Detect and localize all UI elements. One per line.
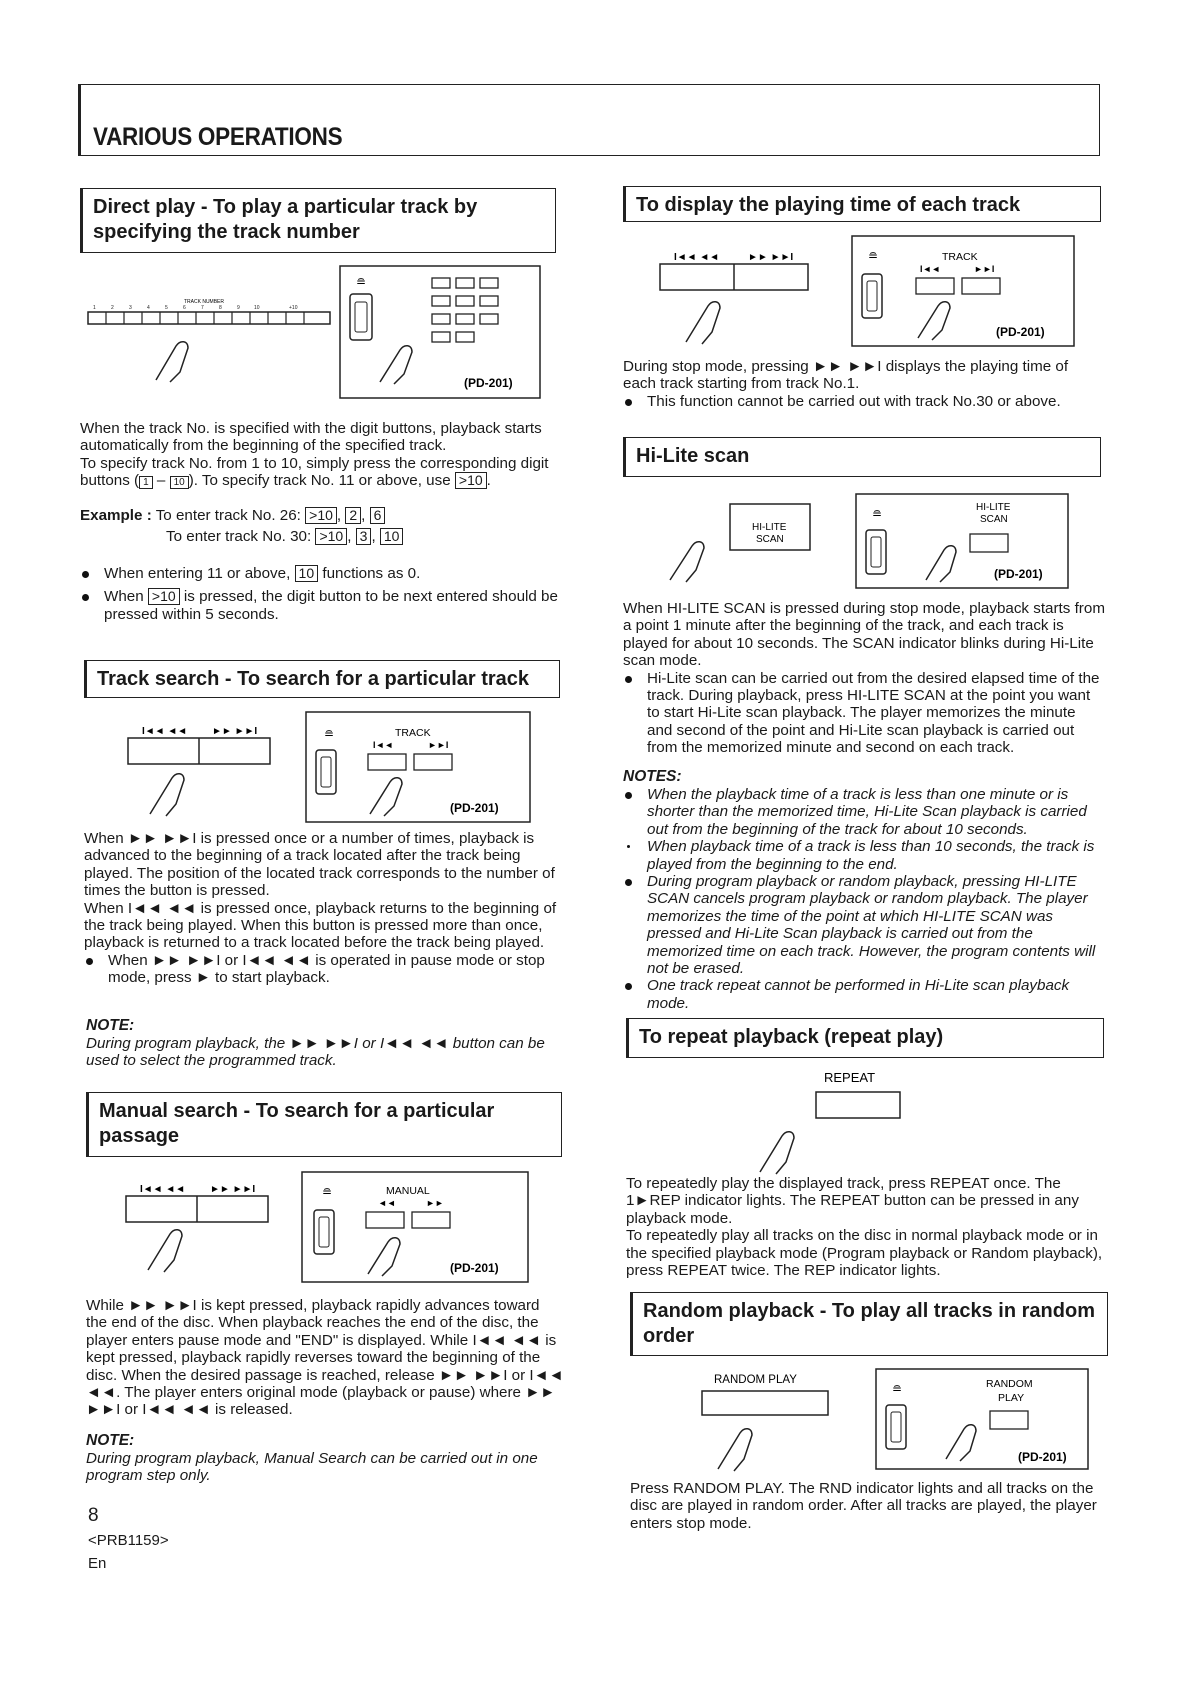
svg-text:9: 9 [237,305,240,311]
direct-play-text [80,420,560,490]
remote-pd201 [306,712,530,822]
svg-text:I◄◄ ◄◄: I◄◄ ◄◄ [142,726,188,737]
svg-text:REPEAT: REPEAT [824,1070,876,1085]
svg-text:I◄◄ ◄◄: I◄◄ ◄◄ [674,252,720,263]
note-item: When playback time of a track is less than 10 seconds, the track is played from the beginning to the end. [623,838,1105,873]
finger-icon [148,1230,182,1272]
svg-text:+10: +10 [289,305,298,311]
bullet: Hi-Lite scan can be carried out from the desired elapsed time of the track. During playback, press HI-LITE SCAN at the point you want to start Hi-Lite scan playback. The player memorizes the minute and second of the point and Hi-Lite scan playback is carried out from the memorized minute and second on each track. [623,670,1105,757]
direct-play-bullets [80,565,560,623]
bullet: When ►► ►►I or I◄◄ ◄◄ is operated in pause mode or stop mode, press ► to start playback. [84,952,562,987]
finger-icon [686,302,720,344]
svg-text:►►I: ►►I [428,740,449,750]
svg-text:RANDOM: RANDOM [986,1378,1033,1390]
svg-text:SCAN: SCAN [980,514,1008,525]
repeat-play-text [626,1175,1106,1279]
track-search-note: NOTE: During program playback, the ►► ►►I or I◄◄ ◄◄ button can be used to select the programmed track. [86,1017,545,1070]
svg-text:1: 1 [93,305,96,311]
svg-text:TRACK NUMBER: TRACK NUMBER [184,299,225,305]
display-time-illustration [656,230,1086,355]
manual-search-illustration [118,1170,538,1290]
svg-text:6: 6 [183,305,186,311]
svg-text:(PD-201): (PD-201) [450,1261,499,1275]
svg-text:►► ►►I: ►► ►►I [210,1184,256,1195]
random-play-title: Random playback - To play all tracks in random order [630,1292,1108,1356]
paragraph: When ►► ►►I is pressed once or a number of times, playback is advanced to the beginning of a track located after the track being played. The position of the located track corresponds to the number of times the button is pressed. [84,830,555,900]
svg-text:►►I: ►►I [974,264,995,274]
remote-pd201 [856,494,1068,588]
paragraph: To repeatedly play the displayed track, press REPEAT once. The 1►REP indicator lights. The REPEAT button can be pressed in any playback mode. [626,1175,1079,1227]
svg-text:I◄◄: I◄◄ [373,740,394,750]
random-play-illustration [690,1365,1100,1480]
track-number-strip [88,299,330,324]
track-search-title: Track search - To search for a particular track [84,660,560,698]
svg-text:I◄◄ ◄◄: I◄◄ ◄◄ [140,1184,186,1195]
paragraph: To specify track No. from 1 to 10, simply press the corresponding digit buttons ( 1 – 10 ). To specify track No. 11 or above, use >10 . [80,454,549,490]
svg-text:3: 3 [129,305,132,311]
svg-text:HI-LITE: HI-LITE [752,522,787,533]
svg-text:≘: ≘ [324,727,335,741]
paragraph: During stop mode, pressing ►► ►►I displays the playing time of each track starting from track No.1. [623,358,1069,393]
svg-text:MANUAL: MANUAL [386,1185,430,1197]
manual-search-text [86,1297,564,1419]
svg-text:≘: ≘ [868,249,879,263]
svg-text:(PD-201): (PD-201) [996,325,1045,339]
svg-text:10: 10 [254,305,260,311]
finger-icon [156,342,188,382]
svg-text:TRACK: TRACK [942,251,978,263]
paragraph: When HI-LITE SCAN is pressed during stop mode, playback starts from a point 1 minute after the beginning of the track, and each track is played for about 10 seconds. The SCAN indicator blinks during Hi-Lite scan mode. [623,600,1105,670]
svg-text:2: 2 [111,305,114,311]
svg-text:5: 5 [165,305,168,311]
note-item: During program playback or random playback, pressing HI-LITE SCAN cancels program playback or random playback. The player memorizes the time of the point at which HI-LITE SCAN was pressed and Hi-Lite Scan playback is carried out from the memorized time on each track. However, the program contents will not be erased. [623,873,1105,977]
repeat-play-title: To repeat playback (repeat play) [626,1018,1104,1058]
note-item: One track repeat cannot be performed in Hi-Lite scan playback mode. [623,977,1105,1012]
paragraph: When the track No. is specified with the digit buttons, playback starts automatically from the beginning of the specified track. [80,420,542,455]
finger-icon [760,1132,794,1174]
bullet: This function cannot be carried out with track No.30 or above. [623,393,1103,410]
svg-text:≘: ≘ [322,1185,333,1199]
remote-pd201 [876,1369,1088,1469]
svg-text:(PD-201): (PD-201) [994,567,1043,581]
random-play-text [630,1480,1108,1532]
svg-text:8: 8 [219,305,222,311]
track-search-illustration [120,710,540,825]
random-play-button [702,1391,828,1415]
page-number: 8 [88,1505,99,1526]
svg-text:HI-LITE: HI-LITE [976,502,1011,513]
finger-icon [670,542,704,582]
document-code: <PRB1159> [88,1532,169,1549]
paragraph: When I◄◄ ◄◄ is pressed once, playback returns to the beginning of the track being played. When this button is pressed more than once, playback is returned to a track located before the track being played. [84,899,557,952]
svg-text:4: 4 [147,305,150,311]
track-search-text [84,830,562,987]
finger-icon [718,1429,752,1471]
hilite-scan-notes: NOTES: When the playback time of a track is less than one minute or is shorter than the memorized time, Hi-Lite Scan playback is carried out from the beginning of the track for about 10 seconds. When playback time of a track is less than 10 seconds, the track is played from the beginning to the end. During program playback or random playback, pressing HI-LITE SCAN cancels program playback or random playback. The player memorizes the time of the point at which HI-LITE SCAN was pressed and Hi-Lite Scan playback is carried out from the memorized time on each track. However, the program contents will not be erased. One track repeat cannot be performed in Hi-Lite scan playback mode. [623,768,1105,1012]
direct-play-title: Direct play - To play a particular track by specifying the track number [80,188,556,253]
svg-text:I◄◄: I◄◄ [920,264,941,274]
bullet: When >10 is pressed, the digit button to be next entered should be pressed within 5 seconds. [80,588,560,623]
svg-text:PLAY: PLAY [998,1392,1025,1404]
paragraph: To repeatedly play all tracks on the disc in normal playback mode or in the specified playback mode (Program playback or Random playback), press REPEAT twice. The REP indicator lights. [626,1227,1103,1280]
remote-pd201 [302,1172,528,1282]
paragraph: While ►► ►►I is kept pressed, playback rapidly advances toward the end of the disc. When playback reaches the end of the disc, the player enters pause mode and "END" is displayed. While I◄◄ ◄◄ is kept pressed, playback rapidly reverses toward the beginning of the disc. When the desired passage is reached, release ►► ►►I or I◄◄ ◄◄. The player enters original mode (playback or pause) where ►► ►►I or I◄◄ ◄◄ is released. [86,1297,564,1419]
svg-text:≘: ≘ [872,507,883,521]
note-item: When the playback time of a track is less than one minute or is shorter than the memorized time, Hi-Lite Scan playback is carried out from the beginning of the track for about 10 seconds. [623,786,1105,838]
svg-text:RANDOM PLAY: RANDOM PLAY [714,1374,797,1386]
display-time-text [623,358,1103,410]
hilite-scan-button [730,504,810,550]
manual-search-title: Manual search - To search for a particular passage [86,1092,562,1157]
manual-search-note: NOTE: During program playback, Manual Search can be carried out in one program step only. [86,1432,538,1485]
page-title: VARIOUS OPERATIONS [93,123,343,151]
direct-play-examples: Example : To enter track No. 26: >10 , 2 , 6 To enter track No. 30: >10 , 3 , 10 [80,507,560,546]
direct-play-illustration [84,262,554,402]
svg-text:►►: ►► [426,1198,444,1208]
svg-text:≘: ≘ [892,1382,903,1396]
paragraph: Press RANDOM PLAY. The RND indicator lights and all tracks on the disc are played in random order. After all tracks are played, the player enters stop mode. [630,1480,1097,1532]
hilite-scan-title: Hi-Lite scan [623,437,1101,477]
svg-text:≘: ≘ [356,275,367,289]
svg-text:►► ►►I: ►► ►►I [212,726,258,737]
svg-text:►► ►►I: ►► ►►I [748,252,794,263]
repeat-illustration [730,1068,930,1178]
svg-text:TRACK: TRACK [395,727,431,739]
svg-text:SCAN: SCAN [756,534,784,545]
hilite-scan-text [623,600,1105,757]
remote-pd201 [340,266,540,398]
svg-text:(PD-201): (PD-201) [450,801,499,815]
finger-icon [150,774,184,816]
repeat-button [816,1092,900,1118]
svg-text:◄◄: ◄◄ [378,1198,396,1208]
display-time-title: To display the playing time of each track [623,186,1101,222]
bullet: When entering 11 or above, 10 functions as 0. [80,565,560,582]
svg-text:7: 7 [201,305,204,311]
language-code: En [88,1555,107,1572]
remote-pd201 [852,236,1074,346]
svg-text:(PD-201): (PD-201) [1018,1450,1067,1464]
svg-text:(PD-201): (PD-201) [464,376,513,390]
hilite-scan-illustration [660,492,1080,592]
page-header [78,84,1100,156]
